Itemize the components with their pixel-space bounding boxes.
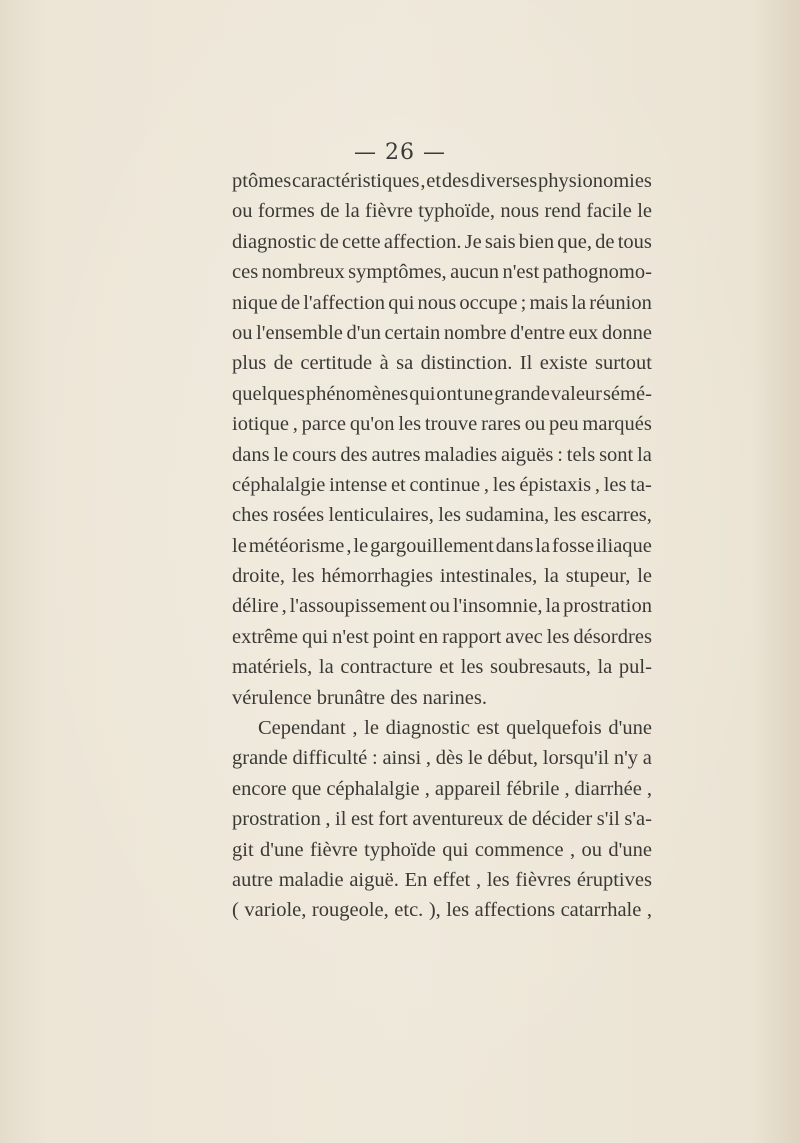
word: fièvre — [309, 838, 358, 861]
word: sais — [484, 230, 516, 253]
word: à — [379, 352, 389, 375]
word: les — [546, 625, 570, 648]
word: : — [557, 443, 563, 466]
word: , — [281, 595, 287, 618]
word: nous — [500, 200, 540, 223]
word: les — [603, 473, 627, 496]
word: d'une — [608, 717, 652, 740]
word: d'une — [608, 838, 652, 861]
word: , — [646, 899, 652, 922]
word: nous — [417, 291, 457, 314]
word: la — [344, 200, 360, 223]
word: nombreux — [261, 261, 345, 284]
word: les — [438, 504, 462, 527]
word: quelques — [232, 382, 305, 405]
word: affections — [474, 899, 556, 922]
text-line — [232, 591, 652, 621]
word: intestinales, — [439, 565, 538, 588]
text-line — [232, 622, 652, 652]
word: encore — [232, 777, 287, 800]
page-number: — 26 — — [354, 140, 446, 165]
word: valeur — [550, 382, 603, 405]
word: pathognomo- — [542, 261, 652, 284]
word: typhoïde — [364, 838, 436, 861]
text-line — [232, 652, 652, 682]
word: n'y — [613, 747, 639, 770]
text-line — [232, 379, 652, 409]
word: hémorrhagies — [321, 565, 433, 588]
word: ou — [581, 838, 602, 861]
word: diarrhée — [574, 777, 642, 800]
word: le — [232, 534, 247, 557]
word: d'une — [260, 838, 304, 861]
word: céphalalgie — [326, 777, 420, 800]
word: iotique — [232, 413, 289, 436]
word: grande — [232, 747, 288, 770]
text-line — [232, 409, 652, 439]
word: gargouillement — [370, 534, 494, 557]
word: le — [273, 443, 289, 466]
text-line — [232, 227, 652, 257]
word: eux — [568, 321, 599, 344]
word: surtout — [595, 352, 652, 375]
word: avec — [505, 625, 543, 648]
word: les — [486, 868, 510, 891]
word: de — [320, 200, 340, 223]
word: marqués — [582, 413, 652, 436]
word: ou — [429, 595, 450, 618]
word: caractéristiques — [292, 170, 420, 192]
word: rougeole, — [311, 899, 389, 922]
word: a — [642, 747, 652, 770]
word: distinction. — [420, 352, 513, 375]
word: certitude — [300, 352, 373, 375]
text-line — [232, 257, 652, 287]
word: soubresauts, — [490, 656, 591, 679]
word: nombre — [443, 321, 507, 344]
word: fébrile — [505, 777, 560, 800]
word: fort — [378, 808, 408, 831]
word: ou — [524, 413, 546, 436]
word: lenticulaires, — [328, 504, 434, 527]
text-line — [232, 531, 652, 561]
word: continue — [409, 473, 481, 496]
word: de — [508, 808, 528, 831]
text-line — [232, 500, 652, 530]
word: ta- — [630, 473, 652, 496]
word: sont — [599, 443, 634, 466]
word: , — [424, 777, 430, 800]
word: iliaque — [596, 534, 652, 557]
word: matériels, — [232, 656, 313, 679]
word: maladie — [278, 868, 344, 891]
text-line — [232, 196, 652, 226]
word: que, — [557, 230, 592, 253]
word: occupe — [459, 291, 518, 314]
word: sudamina, — [465, 504, 550, 527]
word: appareil — [434, 777, 501, 800]
word: les — [446, 899, 470, 922]
word: qu'on — [349, 413, 395, 436]
word: la — [597, 656, 613, 679]
word: , — [570, 838, 576, 861]
word: les — [291, 565, 315, 588]
word: dans — [232, 443, 270, 466]
word: , — [594, 473, 600, 496]
word: la — [544, 565, 559, 588]
word: effet — [433, 868, 471, 891]
word: typhoïde, — [418, 200, 496, 223]
word: prostration — [563, 595, 652, 618]
word: ; — [520, 291, 527, 314]
word: physionomies — [538, 170, 652, 192]
word: Cependant — [258, 717, 346, 740]
word: : — [372, 747, 378, 770]
word: rend — [544, 200, 581, 223]
text-line: vérulence brunâtre des narines. — [232, 686, 487, 709]
word: escarres, — [580, 504, 652, 527]
word: , — [425, 747, 432, 770]
word: sa — [396, 352, 414, 375]
word: et — [390, 473, 406, 496]
word: l'affection — [303, 291, 386, 314]
word: , — [346, 534, 352, 557]
word: symptômes, — [348, 261, 447, 284]
word: Je — [464, 230, 482, 253]
word: certain — [384, 321, 441, 344]
word: aiguë. — [349, 868, 399, 891]
word: mais — [529, 291, 569, 314]
word: , — [564, 777, 570, 800]
word: d'un — [346, 321, 381, 344]
word: la — [571, 291, 587, 314]
word: qui — [388, 291, 415, 314]
word: , — [475, 868, 482, 891]
word: s'a- — [624, 808, 652, 831]
word: céphalalgie — [232, 473, 326, 496]
word: droite, — [232, 565, 285, 588]
word: tous — [617, 230, 652, 253]
word: affection. — [383, 230, 462, 253]
text-line — [232, 348, 652, 378]
word: d'entre — [510, 321, 566, 344]
word: variole, — [244, 899, 307, 922]
word: ces — [232, 261, 259, 284]
word: ou — [232, 200, 253, 223]
word: l'insomnie, — [452, 595, 543, 618]
word: phénomènes — [305, 382, 409, 405]
word: rapport — [442, 625, 502, 648]
word: n'est — [502, 261, 540, 284]
word: cours — [292, 443, 337, 466]
word: stupeur, — [565, 565, 631, 588]
word: sémé- — [602, 382, 652, 405]
word: commence — [474, 838, 564, 861]
word: formes — [257, 200, 315, 223]
word: , — [325, 808, 331, 831]
word: qui — [301, 625, 329, 648]
word: s'il — [596, 808, 620, 831]
text-line — [232, 713, 652, 743]
body-text — [232, 166, 652, 926]
word: rares — [481, 413, 521, 436]
word: aiguës — [501, 443, 554, 466]
word: les — [398, 413, 422, 436]
word: épistaxis — [519, 473, 592, 496]
word: , — [483, 473, 489, 496]
word: de — [273, 352, 293, 375]
word: ches — [232, 504, 269, 527]
word: git — [232, 838, 254, 861]
word: début, — [487, 747, 539, 770]
word: que — [291, 777, 322, 800]
word: fosse — [552, 534, 595, 557]
word: , — [292, 413, 298, 436]
word: réunion — [589, 291, 652, 314]
word: bien — [518, 230, 555, 253]
word: aucun — [450, 261, 500, 284]
word: , — [646, 777, 652, 800]
word: pul- — [618, 656, 652, 679]
text-line — [232, 318, 652, 348]
word: dès — [435, 747, 464, 770]
word: ont — [436, 382, 463, 405]
word: l'assoupissement — [289, 595, 427, 618]
text-line — [232, 440, 652, 470]
word: , — [420, 170, 426, 192]
word: nique — [232, 291, 278, 314]
word: les — [492, 473, 516, 496]
word: qui — [409, 382, 436, 405]
text-line — [232, 774, 652, 804]
word: météorisme — [248, 534, 345, 557]
word: existe — [539, 352, 588, 375]
word: est — [476, 717, 500, 740]
text-line — [232, 166, 652, 196]
word: maladies — [424, 443, 498, 466]
word: trouve — [424, 413, 478, 436]
word: ptômes — [232, 170, 292, 192]
word: cette — [341, 230, 381, 253]
word: Il — [519, 352, 533, 375]
word: quelquefois — [506, 717, 602, 740]
word: plus — [232, 352, 267, 375]
text-line — [232, 743, 652, 773]
text-line — [232, 288, 652, 318]
word: la — [535, 534, 551, 557]
text-line — [232, 895, 652, 925]
word: n'est — [332, 625, 369, 648]
word: dans — [495, 534, 534, 557]
word: grande — [494, 382, 550, 405]
word: contracture — [340, 656, 433, 679]
word: diverses — [470, 170, 538, 192]
word: de — [595, 230, 615, 253]
word: le — [637, 200, 652, 223]
text-line — [232, 835, 652, 865]
word: ou — [232, 321, 253, 344]
word: le — [364, 717, 379, 740]
word: les — [460, 656, 484, 679]
word: prostration — [232, 808, 321, 831]
word: la — [318, 656, 334, 679]
word: fièvres — [515, 868, 572, 891]
word: de — [280, 291, 301, 314]
word: de — [319, 230, 339, 253]
word: point — [372, 625, 415, 648]
word: extrême — [232, 625, 299, 648]
word: des — [441, 170, 470, 192]
word: autres — [371, 443, 421, 466]
word: intense — [329, 473, 388, 496]
word: décider — [531, 808, 593, 831]
word: désordres — [573, 625, 652, 648]
text-line — [232, 865, 652, 895]
word: et — [439, 656, 454, 679]
word: etc. — [394, 899, 424, 922]
text-line — [232, 470, 652, 500]
word: ( — [232, 899, 239, 922]
word: difficulté — [292, 747, 368, 770]
word: il — [335, 808, 347, 831]
word: lorsqu'il — [542, 747, 610, 770]
word: tels — [566, 443, 596, 466]
word: diagnostic — [385, 717, 470, 740]
word: aventureux — [412, 808, 504, 831]
word: ), — [428, 899, 441, 922]
word: les — [553, 504, 577, 527]
word: le — [637, 565, 652, 588]
word: facile — [586, 200, 632, 223]
text-line — [232, 561, 652, 591]
word: en — [418, 625, 439, 648]
text-line — [232, 804, 652, 834]
word: la — [637, 443, 652, 466]
word: parce — [301, 413, 347, 436]
word: catarrhale — [560, 899, 642, 922]
word: qui — [442, 838, 469, 861]
word: rosées — [272, 504, 325, 527]
word: une — [463, 382, 494, 405]
word: des — [340, 443, 368, 466]
word: diagnostic — [232, 230, 317, 253]
word: , — [352, 717, 358, 740]
word: fièvre — [365, 200, 413, 223]
word: est — [350, 808, 374, 831]
word: ainsi — [382, 747, 422, 770]
word: le — [467, 747, 483, 770]
word: peu — [549, 413, 579, 436]
word: le — [353, 534, 369, 557]
word: délire — [232, 595, 279, 618]
word: donne — [601, 321, 652, 344]
word: l'ensemble — [256, 321, 343, 344]
word: autre — [232, 868, 273, 891]
word: la — [545, 595, 561, 618]
word: éruptives — [576, 868, 652, 891]
word: En — [404, 868, 428, 891]
word: et — [426, 170, 442, 192]
